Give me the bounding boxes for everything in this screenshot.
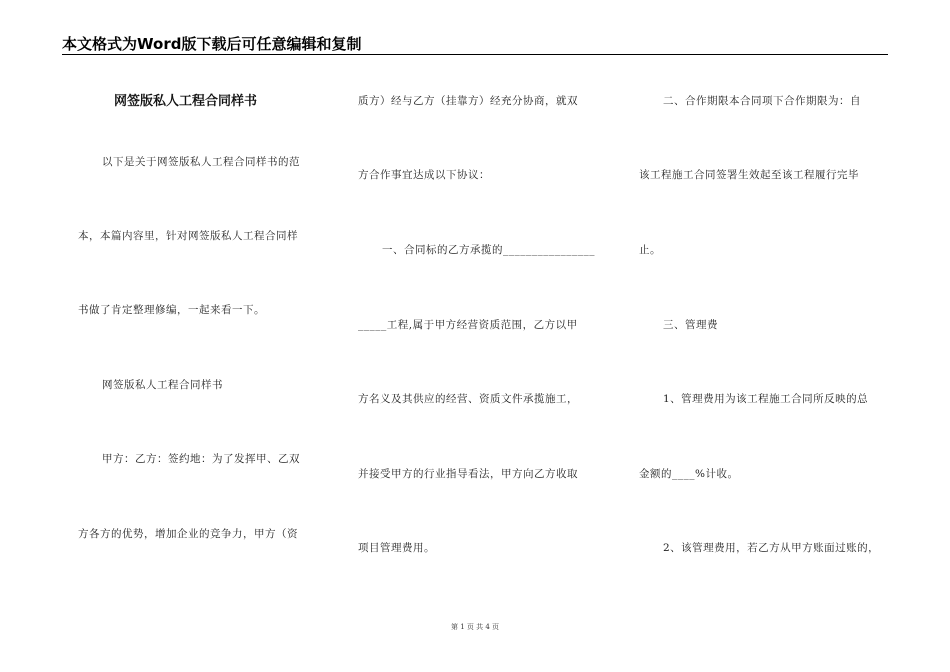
paragraph-line: 二、合作期限本合同项下合作期限为：自 <box>663 95 861 107</box>
section-heading: 网签版私人工程合同样书 <box>102 379 223 391</box>
page-number: 第 1 页 共 4 页 <box>450 623 500 631</box>
paragraph-line: 方合作事宜达成以下协议： <box>358 169 490 181</box>
paragraph-line: 方各方的优势，增加企业的竞争力，甲方（资 <box>78 528 298 540</box>
paragraph-line: 项目管理费用。 <box>358 542 435 554</box>
paragraph-line: 止。 <box>639 244 661 256</box>
document-header: 本文格式为Word版下载后可任意编辑和复制 <box>62 35 362 53</box>
section-heading: 三、管理费 <box>663 319 718 331</box>
paragraph-line: 该工程施工合同签署生效起至该工程履行完毕 <box>639 169 859 181</box>
paragraph-line: 1、管理费用为该工程施工合同所反映的总 <box>663 393 869 405</box>
paragraph-line: 金额的____%计收。 <box>639 468 739 480</box>
paragraph-line: 一、合同标的乙方承揽的________________ <box>382 244 595 256</box>
paragraph-line: 以下是关于网签版私人工程合同样书的范 <box>102 156 300 168</box>
document-title: 网签版私人工程合同样书 <box>114 94 258 109</box>
header-divider <box>62 54 888 55</box>
paragraph-line: _____工程,属于甲方经营资质范围，乙方以甲 <box>358 319 578 331</box>
paragraph-line: 2、该管理费用，若乙方从甲方账面过账的， <box>663 542 880 554</box>
paragraph-line: 本，本篇内容里，针对网签版私人工程合同样 <box>78 230 298 242</box>
paragraph-line: 书做了肯定整理修编，一起来看一下。 <box>78 304 265 316</box>
paragraph-line: 并接受甲方的行业指导看法，甲方向乙方收取 <box>358 468 578 480</box>
paragraph-line: 方名义及其供应的经营、资质文件承揽施工， <box>358 393 578 405</box>
paragraph-line: 质方）经与乙方（挂靠方）经充分协商，就双 <box>358 95 578 107</box>
paragraph-line: 甲方：乙方：签约地：为了发挥甲、乙双 <box>102 453 300 465</box>
